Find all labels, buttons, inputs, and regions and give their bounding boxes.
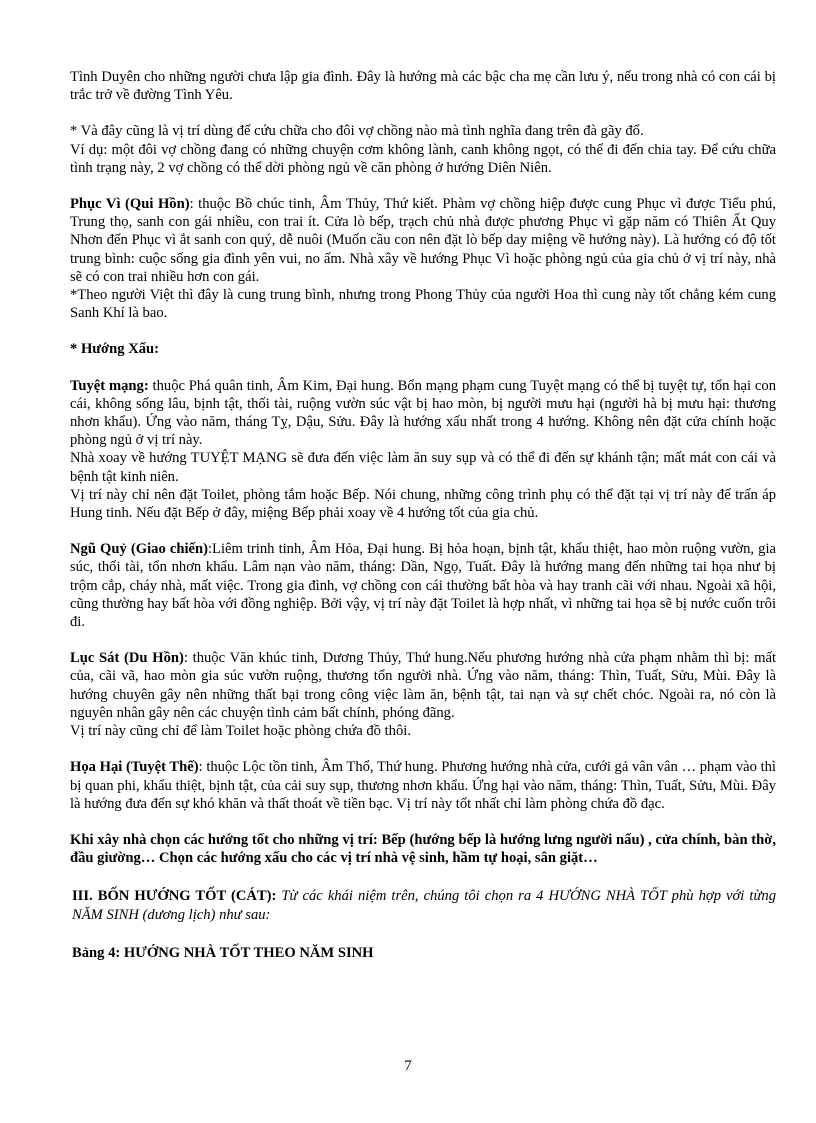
- text-tuyet-mang-line3: Vị trí này chỉ nên đặt Toilet, phòng tắm hoặc Bếp. Nói chung, những công trình phụ có thể đặt tại vị trí này để trấn áp Hung tinh. Nếu đặt Bếp ở đây, miệng Bếp phải xoay về 4 hướng tốt của gia chủ.: [70, 486, 776, 522]
- text-luc-sat-line2: Vị trí này cũng chỉ để làm Toilet hoặc phòng chứa đồ thôi.: [70, 723, 411, 740]
- paragraph-tuyet-mang: [70, 377, 776, 450]
- document-page: [70, 68, 776, 962]
- paragraph-section-3: [70, 887, 776, 923]
- heading-luc-sat: Lục Sát (Du Hồn): [70, 650, 184, 667]
- paragraph-phuc-vi: [70, 195, 776, 286]
- paragraph-remedy-line1: * Và đây cũng là vị trí dùng để cứu chữa cho đôi vợ chồng nào mà tình nghĩa đang trên đà gãy đổ.: [70, 123, 644, 140]
- text-phuc-vi: : thuộc Bồ chúc tinh, Âm Thủy, Thứ kiết. Phàm vợ chồng hiệp được cung Phục vì được Tiểu phú, Trung thọ, sanh con gái nhiều, con trai ít. Cửa lò bếp, trạch chủ nhà được phương Phục vì gặp năm có Thiên Ất Quy Nhơn đến Phục vì ắt sanh con quý, dễ nuôi (Muốn cầu con nên đặt lò bếp day miệng về hướng này). Là hướng có độ tốt trung bình: cuộc sống gia đình yên vui, no ấm. Nhà xây về hướng Phục Vì hoặc phòng ngủ của gia chủ ở vị trí này, nhà sẽ có con trai nhiều hơn con gái.: [70, 196, 776, 285]
- text-hoa-hai: : thuộc Lộc tồn tinh, Âm Thổ, Thứ hung. Phương hướng nhà cửa, cưới gả vân vân … phạm vào thì bị quan phi, khẩu thiệt, bịnh tật, của cải suy sụp, thương nhơn khẩu. Ứng hại vào năm, tháng: Thìn, Tuất, Sửu, Mùi. Đây là hướng đưa đến sự khó khăn và thất thoát về tiền bạc. Vị trí này tốt nhất chỉ làm phòng chứa đồ đạc.: [70, 759, 776, 812]
- heading-bad-directions: * Hướng Xấu:: [70, 341, 160, 358]
- text-tuyet-mang-line2: Nhà xoay về hướng TUYỆT MẠNG sẽ đưa đến việc làm ăn suy sụp và có thể đi đến sự khánh tận; mất mát con cái và bệnh tật kinh niên.: [70, 450, 776, 485]
- paragraph-hoa-hai: [70, 758, 776, 813]
- paragraph-intro: Tình Duyên cho những người chưa lập gia đình. Đây là hướng mà các bậc cha mẹ cần lưu ý, nếu trong nhà có con cái bị trắc trở về đường Tình Yêu.: [70, 69, 776, 104]
- text-tuyet-mang: thuộc Phá quân tinh, Âm Kim, Đại hung. Bổn mạng phạm cung Tuyệt mạng có thể bị tuyệt tự, tổn hại con cái, không sống lâu, bịnh tật, thối tài, ruộng vườn súc vật bị hao mòn, bị người mưu hại (người hà bị mưu hại: thương nhơn khẩu). Ứng vào năm, tháng Tỵ, Dậu, Sửu. Đây là hướng xấu nhất trong 4 hướng. Không nên đặt cửa chính hoặc phòng ngủ ở vị trí này.: [70, 377, 776, 449]
- heading-section-3: III. BỐN HƯỚNG TỐT (CÁT):: [72, 888, 277, 905]
- page-number: 7: [404, 1058, 412, 1074]
- heading-tuyet-mang: Tuyệt mạng:: [70, 377, 149, 394]
- note-phuc-vi: *Theo người Việt thì đây là cung trung bình, nhưng trong Phong Thủy của người Hoa thì cung này tốt chẳng kém cung Sanh Khí là bao.: [70, 287, 776, 322]
- heading-ngu-quy: Ngũ Quỷ (Giao chiến): [70, 541, 208, 558]
- paragraph-remedy-line2: Ví dụ: một đôi vợ chồng đang có những chuyện cơm không lành, canh không ngọt, có thể đi đến chia tay. Để cứu chữa tình trạng này, 2 vợ chồng có thể dời phòng ngủ về căn phòng ở hướng Diên Niên.: [70, 141, 776, 176]
- paragraph-luc-sat: [70, 649, 776, 722]
- paragraph-ngu-quy: [70, 540, 776, 631]
- paragraph-summary: Khi xây nhà chọn các hướng tốt cho những vị trí: Bếp (hướng bếp là hướng lưng người nấu) , cửa chính, bàn thờ, đầu giường… Chọn các hướng xấu cho các vị trí nhà vệ sinh, hầm tự hoại, sân giặt…: [70, 831, 776, 867]
- text-ngu-quy: :Liêm trinh tinh, Âm Hỏa, Đại hung. Bị hỏa hoạn, bịnh tật, khẩu thiệt, hao mòn ruộng vườn, gia súc, thối tài, tổn nhơn khẩu. Lâm nạn vào năm, tháng: Dần, Ngọ, Tuất. Đây là hướng mang đến những tai họa như bị trộm cắp, cháy nhà, mất việc. Trong gia đình, vợ chồng con cái thường bất hòa và hay tranh cãi với nhau. Ngoài xã hội, cũng thường hay bất hòa với đồng nghiệp. Bởi vậy, vị trí này đặt Toilet là hợp nhất, vì những tai họa sẽ bị nước cuốn trôi đi.: [70, 541, 776, 631]
- table-title: Bảng 4: HƯỚNG NHÀ TỐT THEO NĂM SINH: [72, 944, 374, 961]
- heading-phuc-vi: Phục Vì (Qui Hồn): [70, 196, 190, 213]
- heading-hoa-hai: Họa Hại (Tuyệt Thế): [70, 759, 199, 776]
- text-luc-sat: : thuộc Văn khúc tinh, Dương Thủy, Thứ hung.Nếu phương hướng nhà cửa phạm nhằm thì bị: mất của, cãi vã, hao mòn gia súc vườn ruộng, thương tổn người nhà. Ứng vào năm, tháng: Thìn, Tuất, Sửu, Mùi. Đây là hướng chuyên gây nên những thất bại trong công việc làm ăn, bệnh tật, tai nạn và sự chết chóc. Ngoài ra, nó còn là nguyên nhân gây nên các chuyện tình cảm bất chính, phóng đãng.: [70, 650, 776, 721]
- text-section-3: Từ các khái niệm trên, chúng tôi chọn ra 4 HƯỚNG NHÀ TỐT phù hợp với từng NĂM SINH (dương lịch) như sau:: [72, 888, 777, 923]
